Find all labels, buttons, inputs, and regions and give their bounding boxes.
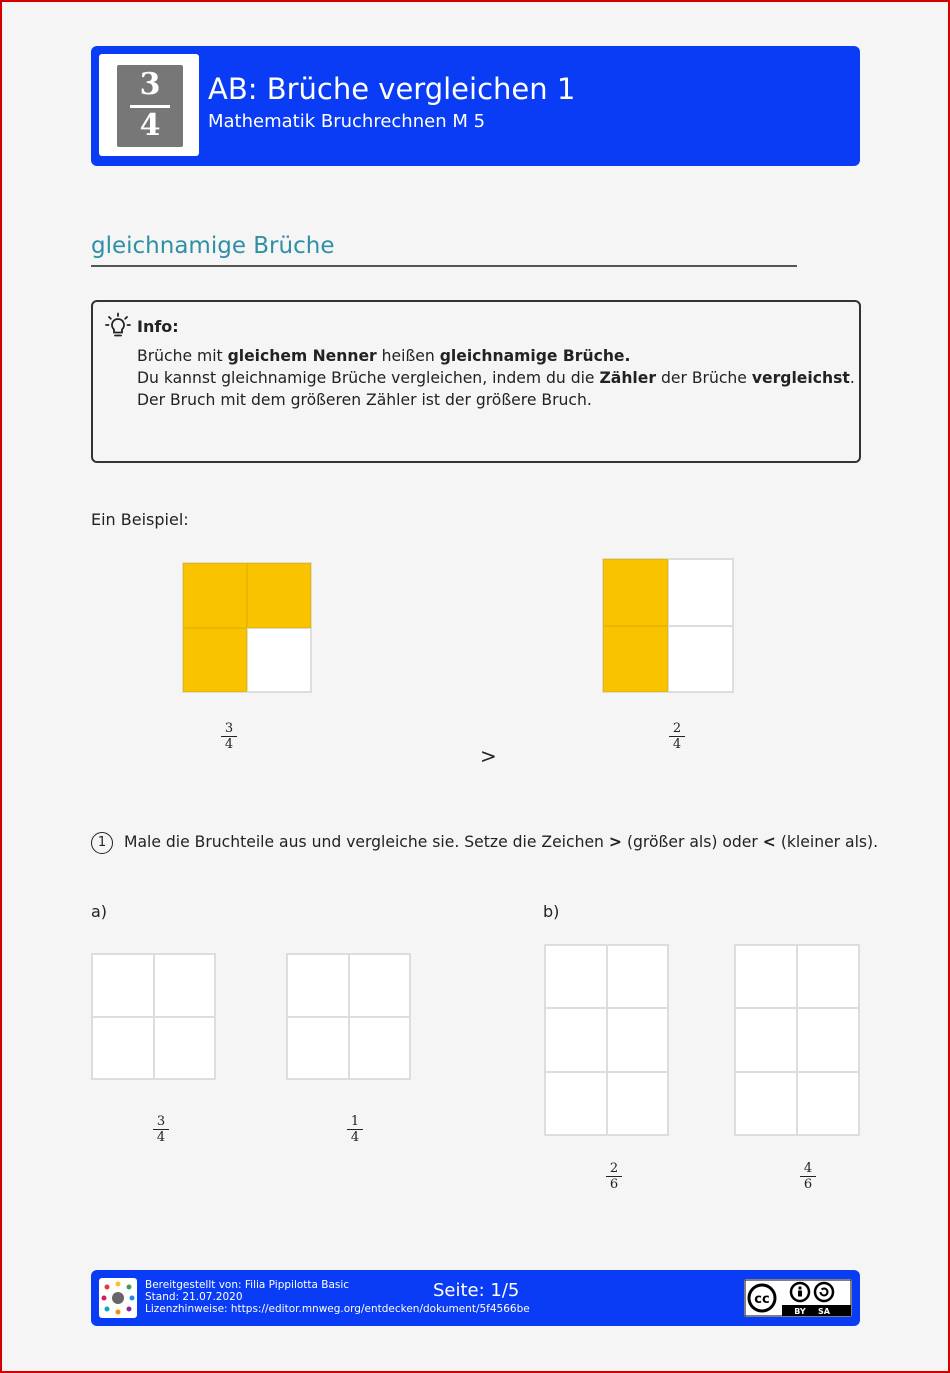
- grid-cell[interactable]: [607, 945, 669, 1008]
- numerator: 4: [803, 1161, 813, 1176]
- bold-text: Zähler: [599, 369, 657, 387]
- example-fraction-right: [665, 722, 689, 751]
- cc-text: cc: [754, 1292, 770, 1307]
- worksheet-subtitle: Mathematik Bruchrechnen M 5: [208, 111, 486, 132]
- grid-cell[interactable]: [349, 954, 411, 1017]
- grid-cell-filled: [247, 563, 311, 628]
- mnweg-dots-icon: [99, 1278, 137, 1318]
- fraction-logo: [99, 54, 199, 156]
- info-line-2: [137, 367, 855, 389]
- denominator: 4: [224, 737, 234, 752]
- date-stamp: Stand: 21.07.2020: [145, 1291, 243, 1303]
- example-label: Ein Beispiel:: [91, 510, 189, 529]
- grid-cell[interactable]: [287, 1017, 349, 1080]
- text: Male die Bruchteile aus und vergleiche sie. Setze die Zeichen: [124, 833, 609, 851]
- grid-cell[interactable]: [154, 1017, 216, 1080]
- info-line-1: [137, 345, 855, 367]
- cc-license-icon: [744, 1279, 852, 1317]
- task-b-grid-2[interactable]: [734, 944, 860, 1136]
- grid-cell[interactable]: [287, 954, 349, 1017]
- task-a-grid-1[interactable]: [91, 953, 216, 1080]
- example-grid-left: [182, 562, 312, 693]
- logo-numerator: 3: [139, 67, 161, 102]
- by-text: BY: [794, 1307, 806, 1316]
- grid-cell[interactable]: [607, 1072, 669, 1135]
- numerator: 3: [224, 721, 234, 736]
- numerator: 2: [672, 721, 682, 736]
- task-instruction: [124, 833, 878, 851]
- task-a-grid-2[interactable]: [286, 953, 411, 1080]
- cc-by-sa-badge: [744, 1279, 852, 1317]
- bold-text: gleichnamige Brüche.: [439, 347, 631, 365]
- text: (größer als) oder: [621, 833, 763, 851]
- text: Brüche mit: [137, 347, 228, 365]
- task-number-badge: 1: [91, 832, 113, 854]
- grid-cell[interactable]: [735, 945, 797, 1008]
- comparison-sign: >: [480, 744, 497, 768]
- bold-text: vergleichst: [751, 369, 850, 387]
- grid-cell-filled: [183, 563, 247, 628]
- example-grid-right: [602, 558, 734, 693]
- grid-cell[interactable]: [154, 954, 216, 1017]
- denominator: 6: [609, 1177, 619, 1192]
- numerator: 1: [350, 1114, 360, 1129]
- grid-cell-filled: [603, 626, 668, 693]
- header-banner: [91, 46, 860, 166]
- grid-cell[interactable]: [797, 945, 859, 1008]
- less-sign: <: [762, 833, 776, 851]
- info-line-3: Der Bruch mit dem größeren Zähler ist der größere Bruch.: [137, 391, 592, 409]
- denominator: 4: [672, 737, 682, 752]
- grid-cell-filled: [603, 559, 668, 626]
- task-b-fraction-1: [602, 1162, 626, 1191]
- grid-cell-empty: [247, 628, 311, 693]
- denominator: 4: [156, 1130, 166, 1145]
- worksheet-title: AB: Brüche vergleichen 1: [208, 72, 576, 106]
- greater-sign: >: [608, 833, 622, 851]
- page-indicator: Seite: 1/5: [433, 1280, 520, 1301]
- text: (kleiner als).: [775, 833, 879, 851]
- grid-cell[interactable]: [545, 1072, 607, 1135]
- example-fraction-left: [217, 722, 241, 751]
- mnweg-logo: [99, 1278, 137, 1318]
- grid-cell[interactable]: [545, 1008, 607, 1071]
- logo-denominator: 4: [139, 108, 161, 143]
- fraction-logo-tile: [117, 65, 183, 147]
- lightbulb-icon: [104, 312, 132, 340]
- grid-cell[interactable]: [349, 1017, 411, 1080]
- task-b-fraction-2: [796, 1162, 820, 1191]
- sa-text: SA: [818, 1307, 830, 1316]
- grid-cell[interactable]: [92, 954, 154, 1017]
- text: der Brüche: [656, 369, 752, 387]
- section-divider: [91, 265, 797, 267]
- grid-cell-empty: [668, 559, 733, 626]
- grid-cell-empty: [668, 626, 733, 693]
- grid-cell[interactable]: [735, 1072, 797, 1135]
- task-a-fraction-1: [149, 1115, 173, 1144]
- grid-cell[interactable]: [797, 1072, 859, 1135]
- numerator: 2: [609, 1161, 619, 1176]
- text: .: [849, 369, 855, 387]
- task-b-grid-1[interactable]: [544, 944, 669, 1136]
- info-label: Info:: [137, 317, 179, 336]
- bold-text: gleichem Nenner: [227, 347, 377, 365]
- footer-banner: [91, 1270, 860, 1326]
- grid-cell[interactable]: [797, 1008, 859, 1071]
- grid-cell[interactable]: [545, 945, 607, 1008]
- denominator: 6: [803, 1177, 813, 1192]
- text: heißen: [376, 347, 440, 365]
- denominator: 4: [350, 1130, 360, 1145]
- grid-cell[interactable]: [607, 1008, 669, 1071]
- grid-cell[interactable]: [92, 1017, 154, 1080]
- info-box: [91, 300, 861, 463]
- section-title: gleichnamige Brüche: [91, 233, 335, 259]
- grid-cell-filled: [183, 628, 247, 693]
- grid-cell[interactable]: [735, 1008, 797, 1071]
- text: Du kannst gleichnamige Brüche vergleichen, indem du die: [137, 369, 600, 387]
- license-link[interactable]: Lizenzhinweise: https://editor.mnweg.org/entdecken/dokument/5f4566be: [145, 1303, 530, 1315]
- numerator: 3: [156, 1114, 166, 1129]
- task-a-fraction-2: [343, 1115, 367, 1144]
- provided-by: Bereitgestellt von: Filia Pippilotta Basic: [145, 1279, 350, 1291]
- info-text: [137, 345, 855, 411]
- task-b-label: b): [543, 902, 560, 921]
- task-a-label: a): [91, 902, 108, 921]
